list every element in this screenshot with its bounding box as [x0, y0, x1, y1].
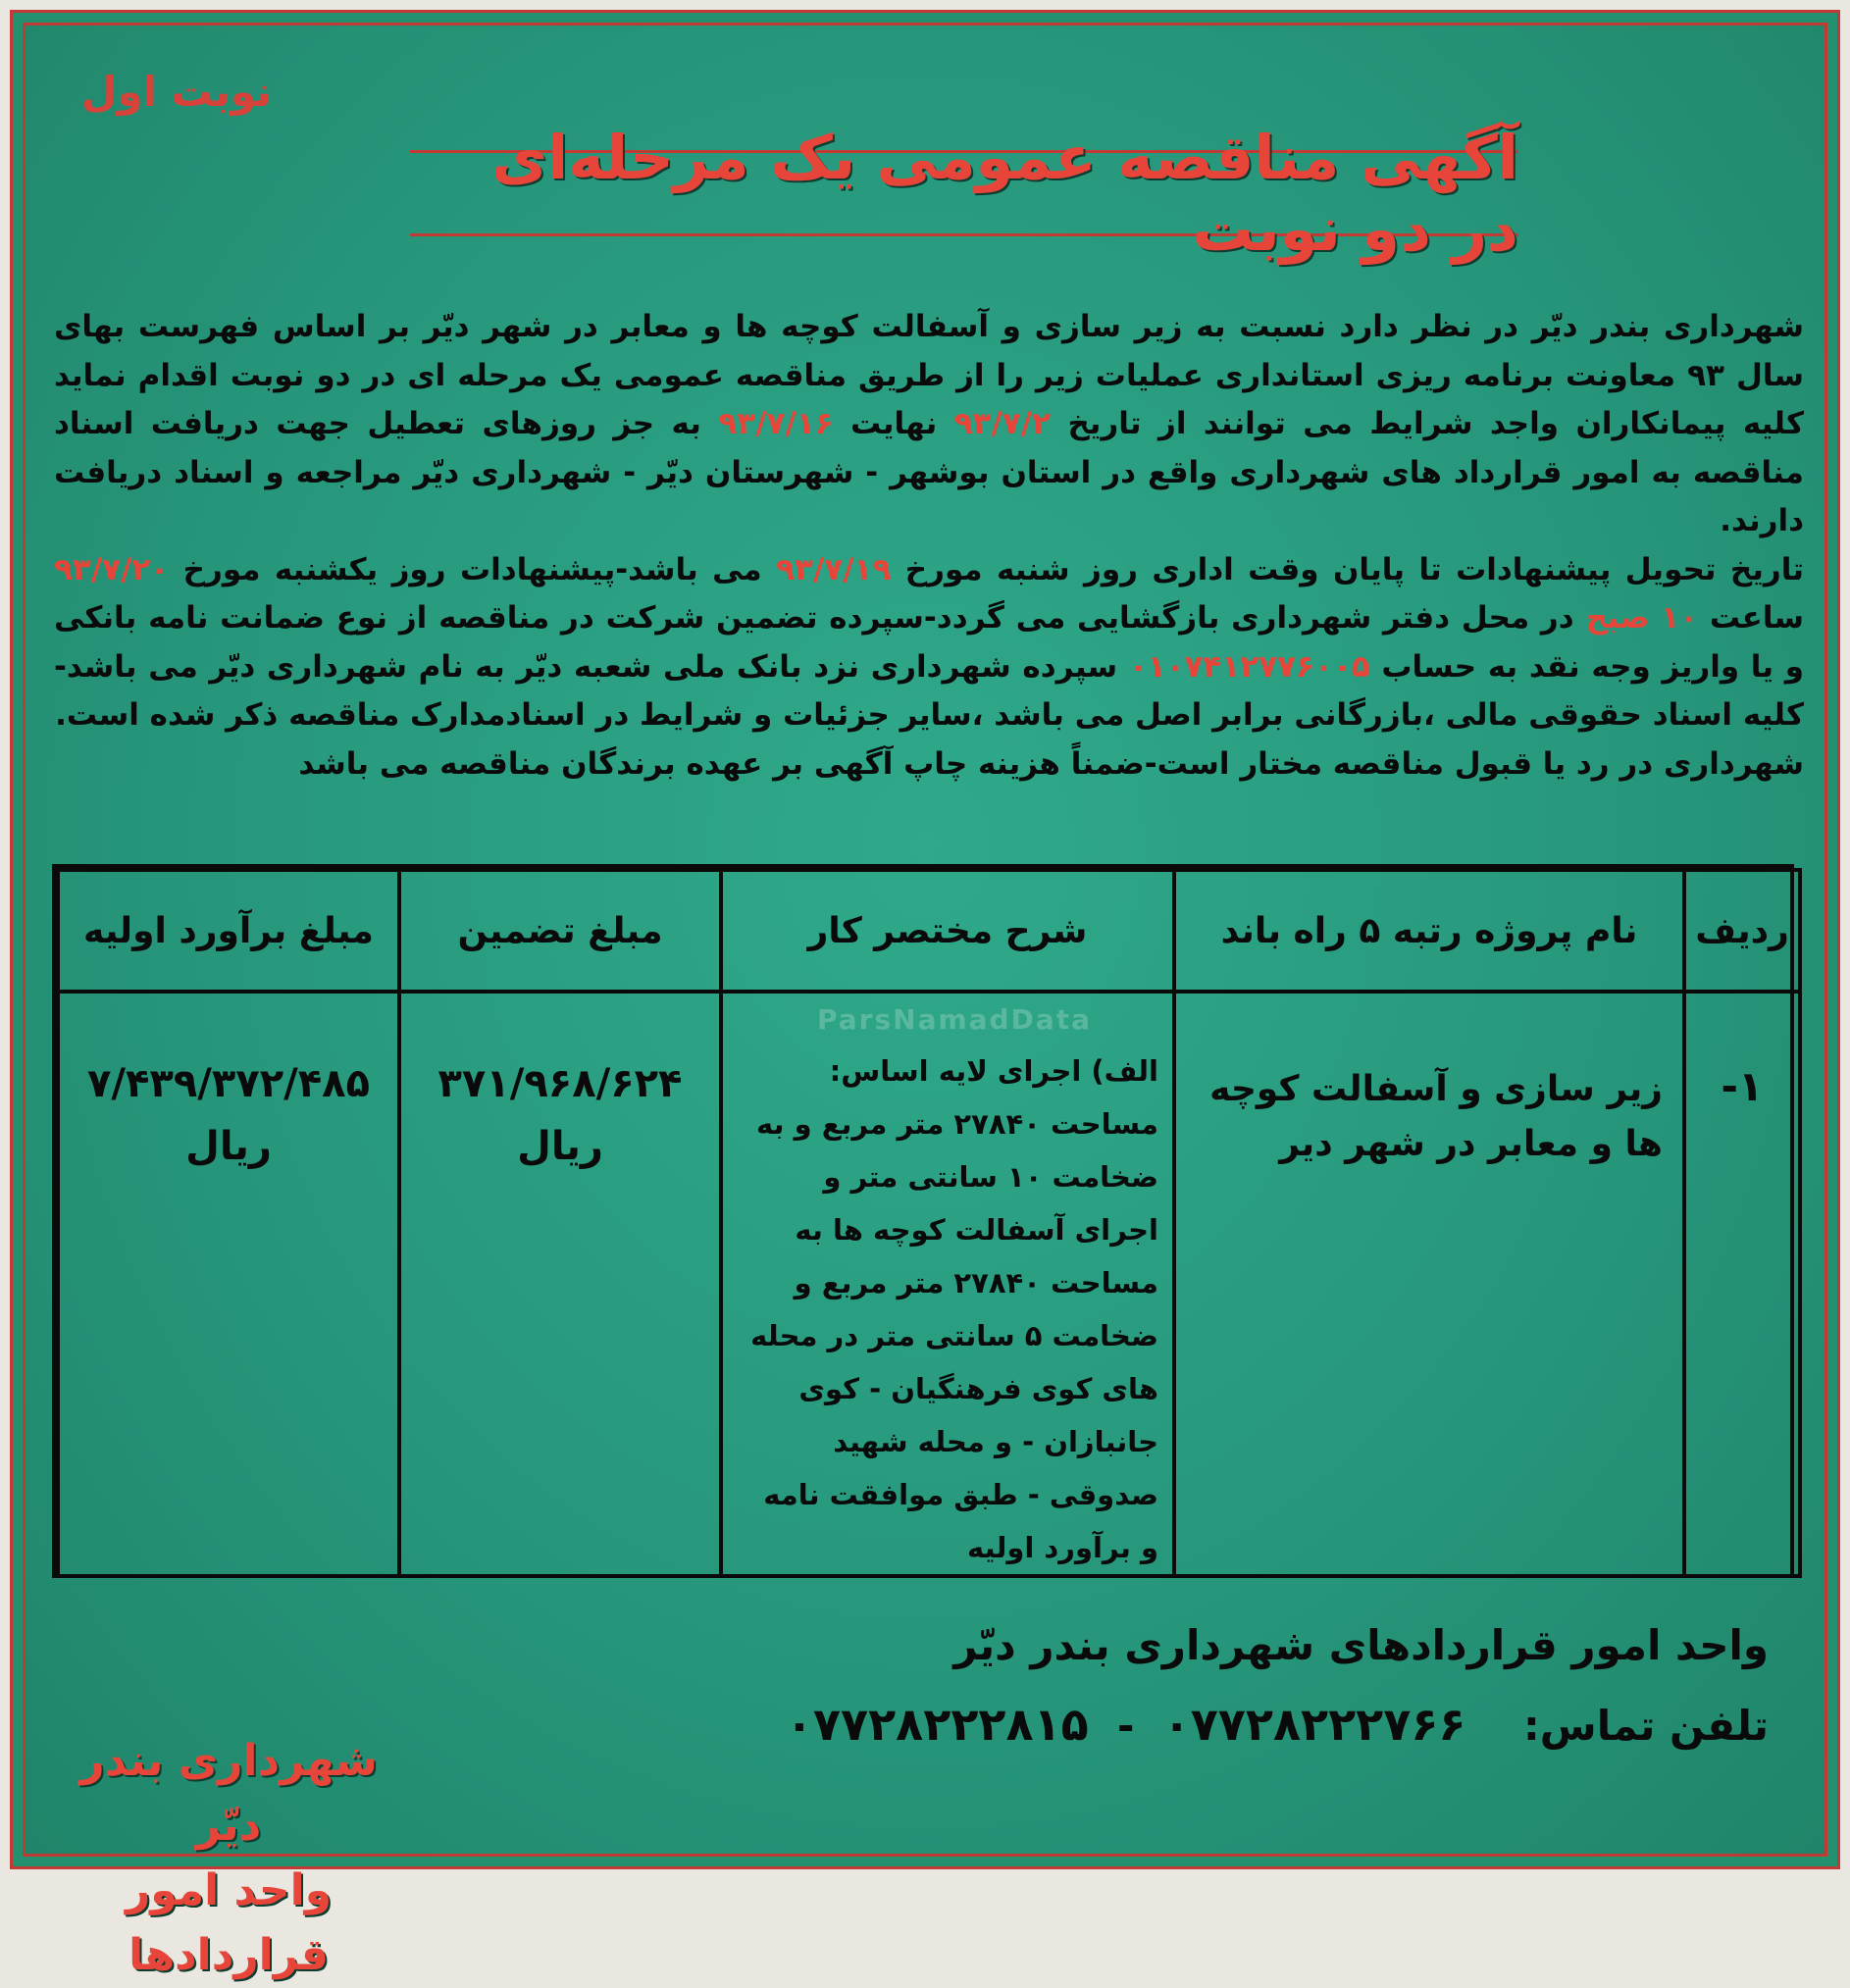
notice-sheet — [10, 10, 1840, 1980]
table-header-row — [58, 870, 1800, 992]
cell-description: الف) اجرای لایه اساس: مساحت ۲۷۸۴۰ متر مربع و به ضخامت ۱۰ سانتی متر و اجرای آسفالت کوچه ها به مساحت ۲۷۸۴۰ متر مربع و ضخامت ۵ سانتی متر در محله های کوی فرهنگیان - کوی جانبازان - و محله شهید صدوقی - طبق موافقت نامه و برآورد اولیه — [721, 992, 1174, 1576]
opening-time: ۱۰ صبح — [1585, 600, 1699, 636]
phone-number-2: ۰۷۷۲۸۲۲۲۸۱۵ — [785, 1698, 1089, 1751]
contact-phones — [786, 1698, 1769, 1751]
estimate-amount: ۷/۴۳۹/۳۷۲/۴۸۵ — [87, 1061, 370, 1106]
opening-date: ۹۳/۷/۲۰ — [54, 551, 170, 587]
phone-separator: - — [1116, 1702, 1135, 1750]
round-label: نوبت اول — [81, 68, 272, 116]
guarantee-unit: ریال — [517, 1124, 603, 1169]
issuer-signature — [52, 1729, 405, 1988]
estimate-unit: ریال — [185, 1124, 272, 1169]
start-date: ۹۳/۷/۲ — [953, 406, 1052, 441]
account-number: ۰۱۰۷۴۱۲۷۷۶۰۰۵ — [1128, 648, 1370, 685]
submission-date: ۹۳/۷/۱۹ — [776, 551, 892, 587]
header-project-name: نام پروژه رتبه ۵ راه باند — [1174, 870, 1684, 992]
issuer-line-1: شهرداری بندر دیّر — [79, 1736, 378, 1851]
header-guarantee: مبلغ تضمین — [399, 870, 721, 992]
phone-number-1: ۰۷۷۲۸۲۲۲۷۶۶ — [1162, 1698, 1466, 1751]
paragraph-2: تاریخ تحویل پیشنهادات تا پایان وقت اداری روز شنبه مورخ ۹۳/۷/۱۹ می باشد-پیشنهادات روز یکشنبه مورخ ۹۳/۷/۲۰ ساعت ۱۰ صبح در محل دفتر شهرداری بازگشایی می گردد-سپرده تضمین شرکت در مناقصه از نوع ضمانت نامه بانکی و یا واریز وجه نقد به حساب ۰۱۰۷۴۱۲۷۷۶۰۰۵ سپرده شهرداری نزد بانک ملی شعبه دیّر به نام شهرداری دیّر می باشد- کلیه اسناد حقوقی مالی ،بازرگانی برابر اصل می باشد ،سایر جزئیات و شرایط در اسنادمدارک مناقصه ذکر شده است. — [54, 551, 1804, 733]
issuer-line-2: واحد امور قراردادها — [125, 1865, 333, 1980]
end-date: ۹۳/۷/۱۶ — [718, 406, 834, 441]
tender-table — [52, 864, 1794, 1578]
paragraph-3: شهرداری در رد یا قبول مناقصه مختار است-ضمناً هزینه چاپ آگهی بر عهده برندگان مناقصه می باشد — [298, 745, 1804, 782]
header-row-number: ردیف — [1684, 870, 1800, 992]
header-description: شرح مختصر کار — [721, 870, 1174, 992]
department-name: واحد امور قراردادهای شهرداری بندر دیّر — [953, 1621, 1769, 1669]
phone-label: تلفن تماس: — [1522, 1702, 1769, 1750]
watermark: ParsNamadData — [817, 1003, 1092, 1036]
notice-body — [54, 303, 1804, 789]
guarantee-amount: ۳۷۱/۹۶۸/۶۲۴ — [437, 1061, 683, 1106]
cell-guarantee — [399, 992, 721, 1576]
cell-project-name: زیر سازی و آسفالت کوچه ها و معابر در شهر دیر — [1174, 992, 1684, 1576]
cell-row-number: ۱- — [1684, 992, 1800, 1576]
header-estimate: مبلغ برآورد اولیه — [58, 870, 399, 992]
paragraph-1: شهرداری بندر دیّر در نظر دارد نسبت به زیر سازی و آسفالت کوچه ها و معابر در شهر دیّر بر اساس فهرست بهای سال ۹۳ معاونت برنامه ریزی استانداری عملیات زیر را از طریق مناقصه عمومی یک مرحله ای در دو نوبت اقدام نماید کلیه پیمانکاران واجد شرایط می توانند از تاریخ ۹۳/۷/۲ نهایت ۹۳/۷/۱۶ به جز روزهای تعطیل جهت دریافت اسناد مناقصه به امور قرارداد های شهرداری واقع در استان بوشهر - شهرستان دیّر - شهرداری دیّر مراجعه و اسناد دریافت دارند. — [54, 309, 1804, 538]
cell-estimate — [58, 992, 399, 1576]
table-row — [58, 992, 1800, 1576]
notice-title: آگهی مناقصه عمومی یک مرحله‌ای در دو نوبت — [410, 150, 1518, 236]
